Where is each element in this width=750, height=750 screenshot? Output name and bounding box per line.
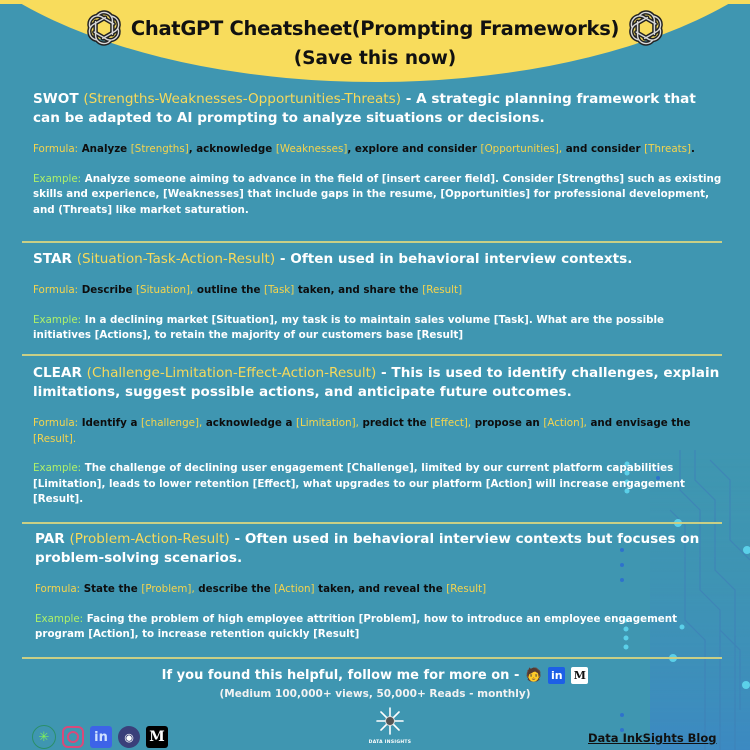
formula-segment: describe the — [194, 583, 275, 595]
framework-acronym: STAR — [33, 251, 72, 267]
avatar-icon[interactable]: 🧑 — [525, 668, 542, 683]
formula-segment: taken, and share the — [294, 284, 423, 296]
formula-placeholder: [Weaknesses] — [275, 143, 348, 155]
formula-placeholder: [Strengths] — [130, 143, 189, 155]
formula-label: Formula: — [35, 583, 81, 595]
framework-expansion: (Strengths-Weaknesses-Opportunities-Threats) — [83, 91, 402, 107]
formula-segment: propose an — [471, 417, 544, 429]
formula-segment: Analyze — [81, 143, 131, 155]
linkedin-icon[interactable]: in — [548, 667, 565, 684]
formula-placeholder: [Opportunities], — [480, 143, 563, 155]
framework-description: - A strategic planning framework that can be adapted to AI prompting to analyze situations or decisions. — [33, 91, 696, 126]
formula-segment: outline the — [193, 284, 265, 296]
example-text: Analyze someone aiming to advance in the field of [insert career field]. Consider [Strengths] such as existing skills and experience, [Weaknesses] that include gaps in the resume, [Opportunities] for professional development, and (Threats] like market saturation. — [33, 172, 722, 216]
formula-placeholder: [Task] — [264, 284, 295, 296]
formula-text — [33, 417, 691, 445]
formula-placeholder: [Effect], — [430, 417, 472, 429]
framework-heading — [33, 90, 723, 128]
formula-placeholder: [Threats] — [644, 143, 692, 155]
framework-star — [33, 250, 723, 344]
example-text: In a declining market [Situation], my task is to maintain sales volume [Task]. What are the possible initiatives [Actions], to retain the majority of our customers base [Result] — [33, 313, 665, 341]
framework-formula — [35, 582, 725, 598]
medium-icon[interactable]: M — [571, 667, 588, 684]
page-title: ChatGPT Cheatsheet(Prompting Frameworks) — [130, 16, 620, 40]
formula-label: Formula: — [33, 284, 79, 296]
formula-placeholder: [Action] — [274, 583, 315, 595]
linkedin-icon[interactable]: in — [90, 726, 112, 748]
framework-par — [35, 530, 725, 643]
framework-heading — [33, 250, 723, 269]
framework-clear — [33, 364, 723, 508]
formula-segment: predict the — [358, 417, 431, 429]
follow-row — [0, 667, 750, 684]
github-icon[interactable]: ◉ — [118, 726, 140, 748]
formula-placeholder: [Situation], — [136, 284, 194, 296]
example-label: Example: — [35, 612, 84, 625]
formula-placeholder: [Result]. — [33, 432, 77, 445]
instagram-lens — [67, 731, 79, 743]
formula-label: Formula: — [33, 417, 79, 429]
formula-text — [82, 284, 462, 296]
header-top-band — [0, 0, 750, 4]
formula-text — [82, 143, 695, 155]
example-label: Example: — [33, 172, 82, 185]
brand-name: DATA INSIGHTS — [368, 740, 412, 745]
formula-placeholder: [Result] — [446, 583, 487, 595]
framework-heading — [33, 364, 723, 402]
formula-segment: taken, and reveal the — [314, 583, 447, 595]
brand-logo — [365, 706, 415, 745]
section-divider — [22, 241, 722, 243]
formula-placeholder: [Action], — [543, 417, 587, 429]
framework-example — [35, 612, 725, 643]
framework-formula — [33, 416, 723, 447]
formula-segment: and envisage the — [586, 417, 691, 429]
formula-placeholder: [Limitation], — [296, 417, 359, 429]
stats-text: (Medium 100,000+ views, 50,000+ Reads - monthly) — [219, 688, 531, 700]
framework-expansion: (Situation-Task-Action-Result) — [76, 251, 276, 267]
follow-text: If you found this helpful, follow me for more on - — [161, 668, 520, 683]
section-divider — [22, 522, 722, 524]
framework-description: - Often used in behavioral interview contexts. — [275, 251, 633, 267]
formula-segment: . — [691, 143, 695, 155]
formula-placeholder: [challenge], — [140, 417, 203, 429]
framework-acronym: SWOT — [33, 91, 79, 107]
framework-expansion: (Challenge-Limitation-Effect-Action-Result) — [86, 365, 377, 381]
framework-heading — [35, 530, 725, 568]
openai-logo-icon — [625, 7, 667, 49]
framework-acronym: CLEAR — [33, 365, 82, 381]
framework-description: - Often used in behavioral interview contexts but focuses on problem-solving scenarios. — [35, 531, 700, 566]
framework-formula — [33, 283, 723, 299]
formula-segment: , acknowledge — [188, 143, 276, 155]
medium-icon[interactable]: M — [146, 726, 168, 748]
formula-segment: State the — [83, 583, 142, 595]
framework-example — [33, 172, 723, 219]
social-links — [32, 725, 168, 749]
linktree-icon[interactable]: ✳ — [32, 725, 56, 749]
title-row — [0, 6, 750, 50]
example-text: Facing the problem of high employee attrition [Problem], how to introduce an employee engagement program [Action], to increase retention quickly [Result] — [35, 612, 678, 640]
example-text: The challenge of declining user engagement [Challenge], limited by our current platform capabilities [Limitation], leads to lower retention [Effect], what upgrades to our platform [Action] will increase engagement [Result]. — [33, 462, 685, 505]
framework-acronym: PAR — [35, 531, 65, 547]
framework-example — [33, 313, 723, 344]
formula-text — [84, 583, 486, 595]
formula-segment: , explore and consider — [347, 143, 481, 155]
formula-label: Formula: — [33, 143, 79, 155]
framework-swot — [33, 90, 723, 218]
sunburst-logo-icon — [373, 706, 407, 736]
framework-description: - This is used to identify challenges, explain limitations, suggest possible actions, and anticipate future outcomes. — [33, 365, 720, 400]
formula-placeholder: [Problem], — [141, 583, 195, 595]
framework-expansion: (Problem-Action-Result) — [69, 531, 230, 547]
formula-placeholder: [Result] — [422, 284, 463, 296]
framework-formula — [33, 142, 723, 158]
formula-segment: Identify a — [81, 417, 141, 429]
formula-segment: and consider — [562, 143, 645, 155]
framework-example — [33, 461, 723, 508]
blog-link[interactable]: Data InkSights Blog — [588, 731, 717, 745]
openai-logo-icon — [83, 7, 125, 49]
section-divider — [22, 657, 722, 659]
page-subtitle: (Save this now) — [293, 48, 457, 69]
instagram-icon[interactable] — [62, 726, 84, 748]
example-label: Example: — [33, 313, 82, 326]
section-divider — [22, 354, 722, 356]
formula-segment: Describe — [81, 284, 137, 296]
example-label: Example: — [33, 462, 82, 474]
formula-segment: acknowledge a — [202, 417, 297, 429]
